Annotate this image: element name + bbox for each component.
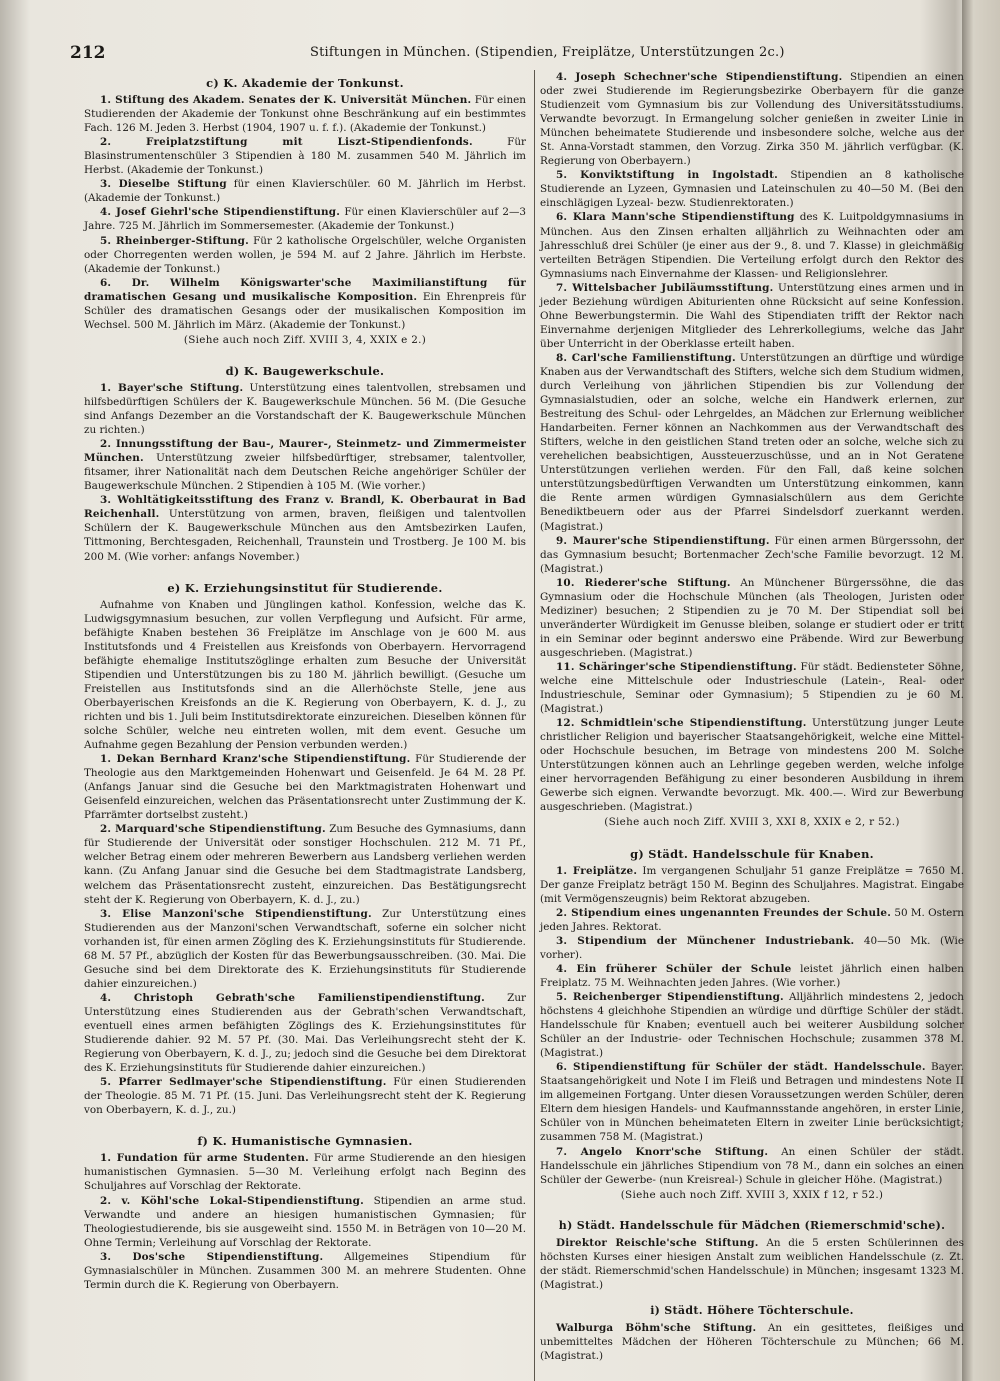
entry-title: 5. Reichenberger Stipendienstiftung. [556,991,784,1003]
entry-e2 [84,822,526,906]
entry-title: 2. v. Köhl'sche Lokal-Stipendienstiftung. [100,1194,364,1207]
entry-f1 [84,1151,526,1193]
section-heading-g: g) Städt. Handelsschule für Knaben. [630,846,874,861]
entry-text: 50 M. Ostern jeden Jahres. Rektorat. [540,906,964,933]
entry-text: Ein Ehrenpreis für Schüler des dramatischen Gesangs oder der musikalischen Komposition im Wechsel. 500 M. Jährlich im März. (Akademie der Tonkunst.) [84,290,526,331]
spacer [84,1117,526,1128]
entry-title: 4. Joseph Schechner'sche Stipendienstiftung. [556,71,843,83]
entry-g1 [540,864,964,906]
entry-text: Unterstützung eines armen und in jeder Beziehung würdigen Abiturienten ohne Rücksicht auf seine Konfession. Ohne Bewerbungstermin. Die Wahl des Stipendiaten trifft der Rektor nach Einvernahme derjenigen Mitglieder des Lehrerkollegiums, welche das Jahr über Unterricht in der Oberklasse erteilt haben. [540,281,965,350]
entry-title: 4. Christoph Gebrath'sche Familienstipendienstiftung. [100,991,485,1004]
entry-c2 [84,135,526,177]
entry-text: leistet jährlich einen halben Freiplatz. 75 M. Weihnachten jeden Jahres. (Wie vorher.) [540,962,964,989]
entry-e1 [84,752,526,822]
entry-title: 2. Marquard'sche Stipendienstiftung. [100,823,326,836]
entry-d2 [84,437,526,493]
entry-text: Für einen Klavierschüler auf 2—3 Jahre. 725 M. Jährlich im Sommersemester. (Akademie der Tonkunst.) [84,206,527,233]
section-heading-h: h) Städt. Handelsschule für Mädchen (Riemerschmid'sche). [558,1218,946,1232]
entry-title: 11. Schäringer'sche Stipendienstiftung. [556,660,797,673]
entry-e3 [84,907,526,991]
section-heading-c: c) K. Akademie der Tonkunst. [206,76,404,90]
entry-d1 [84,381,526,437]
entry-text: Stipendien an arme stud. Verwandte und andere an hiesigen humanistischen Gymnasien; für Theologiestudierende, bis sie ausgeweiht sind. 1550 M. in Beträgen von 10—20 M. Ohne Termin; Verleihung auf Vorschlag der Rektorate. [84,1194,526,1249]
entry-h1 [540,1236,964,1292]
entry-text: Für einen armen Bürgerssohn, der das Gymnasium besucht; Bortenmacher Zech'sche Familie bevorzugt. 12 M. (Magistrat.) [540,534,964,575]
entry-title: 5. Pfarrer Sedlmayer'sche Stipendienstiftung. [100,1076,387,1089]
entry-text: Unterstützung von armen, braven, fleißigen und talentvollen Schülern der K. Baugewerkschule München aus den Amtsbezirken Laufen, Tittmoning, Berchtesgaden, Reichenhall, Traunstein und Trostberg. Je 100 M. bis 200 M. (Wie vorher: anfangs November.) [84,508,526,563]
page-number: 212 [70,43,106,63]
entry-title: 4. Josef Giehrl'sche Stipendienstiftung. [100,206,341,219]
entry-f9 [540,534,964,576]
entry-title: 3. Stipendium der Münchener Industriebank. [556,934,855,947]
entry-g6 [540,1060,964,1144]
entry-f2 [84,1194,526,1250]
entry-title: 5. Rheinberger-Stiftung. [100,234,249,247]
entry-c5 [84,234,526,276]
entry-c6 [84,276,526,332]
entry-title: 10. Riederer'sche Stiftung. [556,576,731,589]
entry-title: 6. Dr. Wilhelm Königswarter'sche Maximilianstiftung für dramatischen Gesang und musikalische Komposition. [84,276,526,303]
entry-text: Für arme Studierende an den hiesigen humanistischen Gymnasien. 5—30 M. Verleihung erfolgt nach Beginn des Schuljahres auf Vorschlag der Rektorate. [84,1152,526,1193]
entry-title: 1. Bayer'sche Stiftung. [100,381,244,394]
section-heading-i: i) Städt. Höhere Töchterschule. [650,1303,854,1317]
facing-page-edge [962,0,1000,1381]
entry-f11 [540,660,964,716]
entry-title: 8. Carl'sche Familienstiftung. [556,351,736,364]
right-column [540,70,964,1363]
entry-title: 1. Dekan Bernhard Kranz'sche Stipendienstiftung. [100,753,411,766]
entry-title: 3. Elise Manzoni'sche Stipendienstiftung. [100,907,372,920]
entry-text: An ein gesittetes, fleißiges und unbemitteltes Mädchen der Höheren Töchterschule zu München; 66 M. (Magistrat.) [540,1321,964,1363]
entry-title: 1. Stiftung des Akadem. Senates der K. Universität München. [100,94,472,107]
entry-g2 [540,906,964,934]
entry-text: Stipendien an einen oder zwei Studierende im Regierungsbezirke Oberbayern für die ganze Studienzeit vom Gymnasium bis zur Vollendung des Universitätsstudiums. Verwandte bevorzugt. In Ermangelung solcher genießen in zweiter Linie in München beheimatete Studierende und insbesondere solche, welche aus der St. Anna-Vorstadt stammen, den Vorzug. Zirka 350 M. jährlich verfügbar. (K. Regierung von Oberbayern.) [540,71,964,168]
entry-text: An Münchener Bürgerssöhne, die das Gymnasium oder die Hochschule München (als Theologen, Juristen oder Mediziner) besuchen; 2 Stipendien zu je 70 M. Der Stipendiat soll bei unveränderter Würdigkeit im Genusse bleiben, solange er studiert oder er tritt in ein Seminar oder beginnt anderswo eine Präbende. Wird zur Bewerbung ausgeschrieben. (Magistrat.) [540,576,964,659]
entry-f6 [540,210,964,280]
entry-text: Im vergangenen Schuljahr 51 ganze Freiplätze = 7650 M. Der ganze Freiplatz beträgt 150 M. Beginn des Schuljahres. Magistrat. Eingabe (mit Vermögenszeugnis) beim Rektorat abzugeben. [540,864,964,905]
entry-text: Für 2 katholische Orgelschüler, welche Organisten oder Chorregenten werden wollen, je 594 M. auf 2 Jahre. Jährlich im Herbste. (Akademie der Tonkunst.) [84,234,527,275]
entry-title: 9. Maurer'sche Stipendienstiftung. [556,534,770,547]
entry-title: 7. Angelo Knorr'sche Stiftung. [556,1145,769,1158]
entry-f10 [540,576,964,660]
entry-c3 [84,177,526,205]
left-column [84,70,526,1292]
entry-text: An einen Schüler der städt. Handelsschule ein jährliches Stipendium von 78 M., dann ein solches an einen Schüler der Gewerbe- (nun Kreisreal-) Schule in gleicher Höhe. (Magistrat.) [540,1145,965,1186]
entry-g7 [540,1145,964,1187]
entry-e4 [84,991,526,1075]
entry-title: 7. Wittelsbacher Jubiläumsstiftung. [556,281,774,294]
entry-title: 4. Ein früherer Schüler der Schule [556,962,792,975]
entry-text: Für einen Studierenden der Akademie der Tonkunst ohne Beschränkung auf ein bestimmtes Fach. 126 M. Jeden 3. Herbst (1904, 1907 u. f. f.). (Akademie der Tonkunst.) [84,94,526,135]
entry-title: 3. Wohltätigkeitsstiftung des Franz v. Brandl, K. Oberbaurat in Bad Reichenhall. [84,494,526,521]
cross-reference-note: (Siehe auch noch Ziff. XVIII 3, XXIX f 12, r 52.) [620,1188,884,1201]
entry-f3 [84,1250,526,1292]
entry-text: Allgemeines Stipendium für Gymnasialschüler in München. Zusammen 300 M. an mehrere Studenten. Ohne Termin durch die K. Regierung von Oberbayern. [84,1250,526,1291]
entry-title: 6. Klara Mann'sche Stipendienstiftung [556,211,795,224]
spacer [540,830,964,841]
entry-i1 [540,1321,964,1363]
entry-title: 2. Freiplatzstiftung mit Liszt-Stipendienfonds. [100,136,473,149]
entry-f7 [540,281,964,351]
entry-c1 [84,93,526,135]
entry-f5 [540,168,964,210]
entry-text: Zur Unterstützung eines Studierenden aus der Gebrath'schen Verwandtschaft, eventuell eines armen befähigten Zöglings des K. Erziehungsinstitutes für Studierende dahier. 92 M. 57 Pf. (30. Mai. Das Verleihungsrecht steht der K. Regierung von Oberbayern, K. d. J., zu; jedoch sind die Gesuche bei dem Direktorat des K. Erziehungsinstituts für Studierende dahier einzureichen.) [84,991,526,1075]
entry-text: Unterstützung eines talentvollen, strebsamen und hilfsbedürftigen Schülers der K. Baugewerkschule München. 56 M. (Die Gesuche sind Anfangs Dezember an die Vorstandschaft der K. Baugewerkschule München zu richten.) [84,381,526,437]
spacer [540,1292,964,1298]
spacer [84,564,526,575]
entry-title: 2. Innungsstiftung der Bau-, Maurer-, Steinmetz- und Zimmermeister München. [84,438,526,465]
section-heading-d: d) K. Baugewerkschule. [225,363,385,378]
entry-title: 6. Stipendienstiftung für Schüler der städt. Handelsschule. [556,1061,926,1074]
entry-f4 [540,70,964,168]
entry-text: für einen Klavierschüler. 60 M. Jährlich im Herbst. (Akademie der Tonkunst.) [84,178,526,205]
entry-text: Unterstützungen an dürftige und würdige Knaben aus der Verwandtschaft des Stifters, welche sich dem Studium widmen, durch Verleihung von jährlichen Stipendien bis zur Vollendung der Gymnasialstudien, oder an solche, welche ein Handwerk erlernen, zur Bestreitung des Schul- oder Lehrgeldes, an Mädchen zur Erlernung weiblicher Handarbeiten. Ferner können an Nachkommen aus der Verwandtschaft des Stifters, welche in den geistlichen Stand treten oder an solche, welche sich zu verehelichen beabsichtigen, Aussteuerzuschüsse, und an in Not Geratene Unterstützungen verliehen werden. Für den Fall, daß keine solchen unterstützungsbedürftigen Verwandten um Unterstützung einkommen, kann die Rente armen würdigen Gymnasialschülern aus dem Gerichte Benediktbeuern oder aus der Pfarrei Sindelsdorf zuerkannt werden. (Magistrat.) [540,351,964,533]
entry-text: Für Studierende der Theologie aus den Marktgemeinden Hohenwart und Geisenfeld. Je 64 M. 28 Pf. (Anfangs Januar sind die Gesuche bei den Marktmagistraten Hohenwart und Geisenfeld einzureichen, welchen das Präsentationsrecht unter Zustimmung der K. Pfarrämter dortselbst zusteht.) [84,753,526,822]
entry-title: 2. Stipendium eines ungenannten Freundes der Schule. [556,906,892,919]
entry-f8 [540,351,964,534]
entry-text: 40—50 Mk. (Wie vorher). [540,934,965,961]
entry-text: Unterstützung junger Leute christlicher Religion und bayerischer Staatsangehörigkeit, welche eine Mittel- oder Hochschule besuchen, im Betrage von mindestens 200 M. Solche Unterstützungen können auch an Lehrlinge gegeben werden, welche infolge einer hervorragenden Befähigung zu einer besonderen Ausbildung in ihrem Gewerbe sich eignen. Verwandte bevorzugt. Mk. 400.—. Wird zur Bewerbung ausgeschrieben. (Magistrat.) [540,717,964,814]
entry-text: Zur Unterstützung eines Studierenden aus der Manzoni'schen Verwandtschaft, soferne ein solcher nicht vorhanden ist, für einen armen Zögling des K. Erziehungsinstituts für Studierende. 68 M. 57 Pf., abzüglich der Kosten für das Bewerbungsausschreiben. (30. Mai. Die Gesuche sind bei dem Direktorate des K. Erziehungsinstituts für Studierende dahier einzureichen.) [84,907,526,990]
entry-title: Direktor Reischle'sche Stiftung. [556,1236,759,1249]
spacer [540,1202,964,1213]
section-heading-f: f) K. Humanistische Gymnasien. [197,1134,413,1149]
entry-title: 3. Dieselbe Stiftung [100,178,227,191]
entry-text: Alljährlich mindestens 2, jedoch höchstens 4 gleichhohe Stipendien an würdige und dürftige Schüler der städt. Handelsschule für Knaben; eventuell auch bei weiterer Ausbildung solcher Schüler an der Industrie- oder Technischen Hochschule; zusammen 378 M. (Magistrat.) [540,991,964,1060]
entry-title: 5. Konviktstiftung in Ingolstadt. [556,169,779,182]
section-intro: Aufnahme von Knaben und Jünglingen kathol. Konfession, welche das K. Ludwigsgymnasium besuchen, zur vollen Verpflegung und Aufsicht. Für arme, befähigte Knaben bestehen 36 Freiplätze im Anschlage von je 600 M. aus Institutsfonds und 4 Freistellen aus Kreisfonds von Oberbayern. Hervorragend befähigte ehemalige Institutszöglinge erhalten zum Besuche der Universität Stipendien und Unterstützungen bis zu 180 M. jährlich bewilligt. (Gesuche um Freistellen aus Institutsfonds sind an die Allerhöchste Stelle, jene aus Oberbayerischen Kreisfonds an die K. Regierung von Oberbayern, K. d. J., zu richten und bis 1. Juli beim Institutsdirektorate einzureichen. Dieselben können für solche Schüler, welche neu eintreten wollen, mit dem event. Gesuche um Aufnahme gegen Bezahlung der Pension verbunden werden.) [84,598,526,752]
running-title: Stiftungen in München. (Stipendien, Freiplätze, Unterstützungen 2c.) [310,45,785,60]
entry-e5 [84,1075,526,1117]
entry-title: Walburga Böhm'sche Stiftung. [556,1321,757,1334]
entry-text: Zum Besuche des Gymnasiums, dann für Studierende der Universität oder sonstiger Hochschulen. 212 M. 71 Pf., welcher Betrag einem oder mehreren Bewerbern aus Landsberg verliehen werden kann. (Zu Anfang Januar sind die Gesuche bei dem Stadtmagistrate Landsberg, welchem das Präsentationsrecht zusteht, einzureichen. Das Bestätigungsrecht steht der K. Regierung von Oberbayern, K. d. J., zu.) [84,823,526,906]
running-head [70,42,970,64]
entry-title: 3. Dos'sche Stipendienstiftung. [100,1250,324,1263]
entry-d3 [84,493,526,563]
entry-g3 [540,934,964,962]
entry-g5 [540,990,964,1060]
entry-c4 [84,205,526,233]
entry-title: 1. Fundation für arme Studenten. [100,1152,309,1165]
cross-reference-note: (Siehe auch noch Ziff. XVIII 3, XXI 8, XXIX e 2, r 52.) [604,816,900,829]
cross-reference-note: (Siehe auch noch Ziff. XVIII 3, 4, XXIX e 2.) [183,333,427,346]
entry-f12 [540,716,964,814]
entry-g4 [540,962,964,990]
entry-title: 1. Freiplätze. [556,864,638,877]
entry-text: Bayer. Staatsangehörigkeit und Note I im Fleiß und Betragen und mindestens Note II im allgemeinen Fortgang. Unter diesen Voraussetzungen werden Schüler, deren Eltern dem hiesigen Handels- und Kaufmannsstande angehören, in erster Linie, Schüler von in München beheimateten Eltern in zweiter Linie berücksichtigt; zusammen 758 M. (Magistrat.) [540,1061,964,1144]
column-divider [534,70,535,1381]
entry-text: An die 5 ersten Schülerinnen des höchsten Kurses einer hiesigen Anstalt zum weiblichen Handelsschule (z. Zt. der städt. Riemerschmid'schen Handelsschule) in München; insgesamt 1323 M. (Magistrat.) [540,1236,964,1291]
spacer [84,347,526,358]
entry-text: Für einen Studierenden der Theologie. 85 M. 71 Pf. (15. Juni. Das Verleihungsrecht steht der K. Regierung von Oberbayern, K. d. J., zu.) [84,1076,526,1117]
entry-text: Für Blasinstrumentenschüler 3 Stipendien à 180 M. zusammen 540 M. Jährlich im Herbst. (Akademie der Tonkunst.) [84,136,526,177]
entry-text: des K. Luitpoldgymnasiums in München. Aus den Zinsen erhalten alljährlich zu Weihnachten oder am Jahresschluß drei Schüler (je einer aus der 9., 8. und 7. Klasse) in gleichmäßig verteilten Beträgen Stipendien. Die Verteilung erfolgt durch den Rektor des Gymnasiums nach Einvernahme der Klassen- und Religionslehrer. [540,211,964,280]
entry-text: Für städt. Bediensteter Söhne, welche eine Mittelschule oder Industrieschule (Latein-, Real- oder Industrieschule, Seminar oder Gymnasium); 5 Stipendien zu je 60 M. (Magistrat.) [540,660,965,716]
entry-title: 12. Schmidtlein'sche Stipendienstiftung. [556,717,807,730]
entry-text: Stipendien an 8 katholische Studierende an Lyzeen, Gymnasien und Lateinschulen zu 40—50 M. (Bei den einschlägigen Lyzeal- bezw. Studienrektoraten.) [540,169,964,210]
entry-text: Unterstützung zweier hilfsbedürftiger, strebsamer, talentvoller, fitsamer, ihrer Nationalität nach dem Deutschen Reiche angehöriger Schüler der Baugewerkschule München. 2 Stipendien à 105 M. (Wie vorher.) [84,452,526,493]
section-heading-e: e) K. Erziehungsinstitut für Studierende. [167,580,443,595]
